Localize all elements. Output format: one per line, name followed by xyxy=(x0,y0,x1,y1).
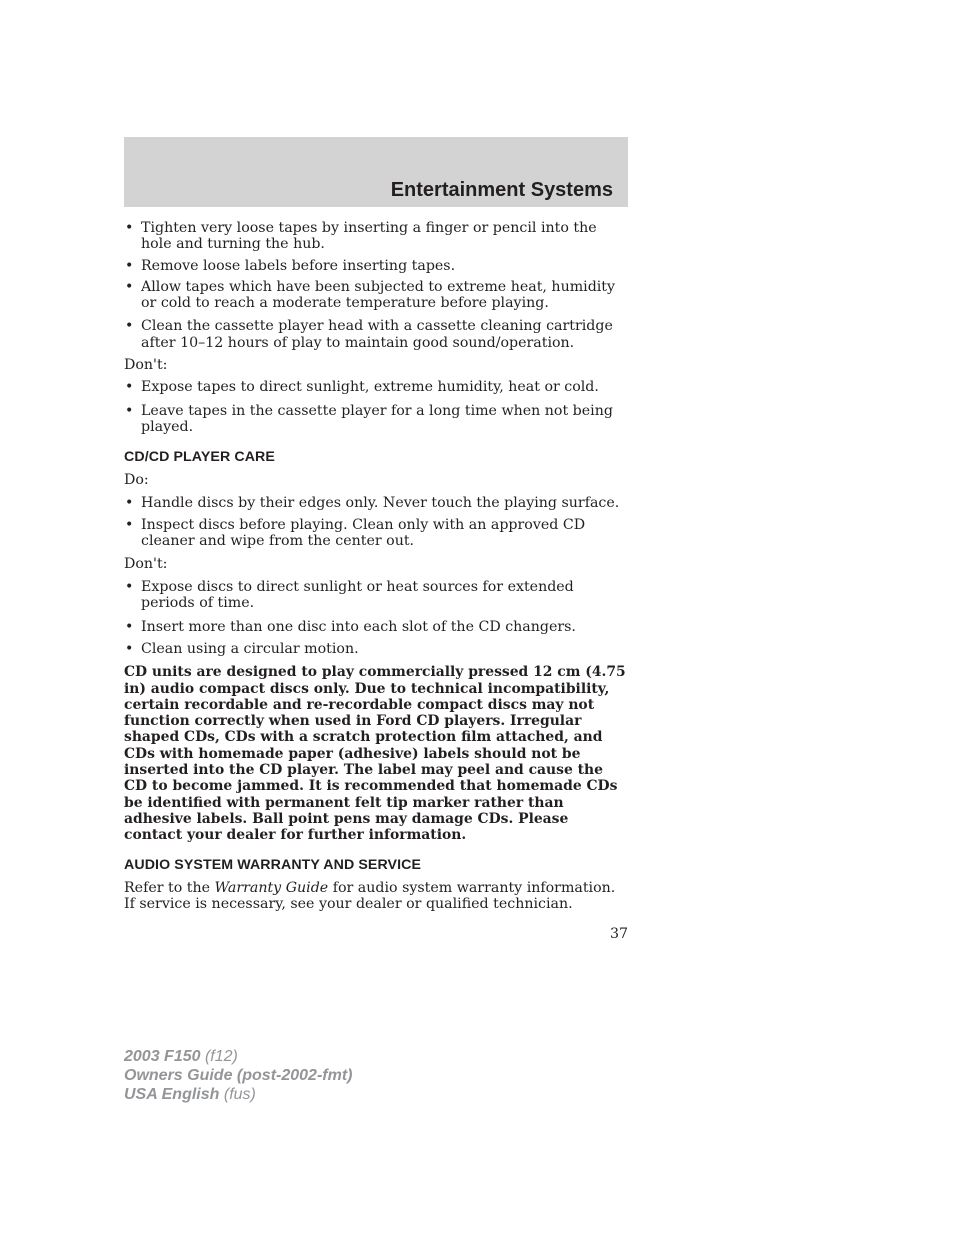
cd-do-item xyxy=(124,495,628,511)
footer-line-model xyxy=(124,1047,352,1066)
warranty-guide-title: Warranty Guide xyxy=(214,879,329,896)
cd-dont-item xyxy=(124,641,628,657)
bullet-icon: • xyxy=(125,257,134,274)
bullet-text: Clean the cassette player head with a cassette cleaning cartridge after 10–12 hours of play to maintain good sound/operation. xyxy=(141,318,613,351)
tape-do-item xyxy=(124,318,628,351)
bullet-text: Remove loose labels before inserting tapes. xyxy=(141,257,456,274)
bullet-icon: • xyxy=(125,402,134,419)
cd-dont-item xyxy=(124,579,628,612)
tape-do-item xyxy=(124,258,628,274)
tape-dont-item xyxy=(124,403,628,436)
footer-guide: Owners Guide (post-2002-fmt) xyxy=(124,1067,353,1084)
bullet-icon: • xyxy=(125,220,134,236)
footer-model: 2003 F150 xyxy=(124,1048,201,1065)
footer-model-code: (f12) xyxy=(200,1048,238,1065)
bullet-icon: • xyxy=(125,579,134,596)
bullet-text: Expose discs to direct sunlight or heat sources for extended periods of time. xyxy=(141,579,574,612)
footer-line-language xyxy=(124,1085,352,1104)
bullet-text: Handle discs by their edges only. Never touch the playing surface. xyxy=(141,494,620,511)
footer-language: USA English xyxy=(124,1086,220,1103)
page-number: 37 xyxy=(609,926,628,942)
bullet-text: Clean using a circular motion. xyxy=(141,640,359,657)
bullet-text: Insert more than one disc into each slot of the CD changers. xyxy=(141,618,576,635)
warranty-heading: AUDIO SYSTEM WARRANTY AND SERVICE xyxy=(124,856,422,873)
bullet-text: Inspect discs before playing. Clean only with an approved CD cleaner and wipe from the center out. xyxy=(141,517,586,550)
tape-do-item xyxy=(124,279,628,312)
bullet-icon: • xyxy=(125,640,134,657)
warranty-text-after: for audio system warranty information. If service is necessary, see your dealer or qualified technician. xyxy=(124,879,616,913)
bullet-icon: • xyxy=(125,618,134,635)
page-content xyxy=(124,220,628,912)
section-header-band xyxy=(124,137,628,207)
cd-do-item xyxy=(124,517,628,550)
bullet-icon: • xyxy=(125,517,134,534)
bullet-icon: • xyxy=(125,379,134,396)
cd-do-label: Do: xyxy=(124,471,149,488)
section-title: Entertainment Systems xyxy=(390,179,613,201)
tape-do-item xyxy=(124,220,628,253)
bullet-icon: • xyxy=(125,494,134,511)
cd-care-heading: CD/CD PLAYER CARE xyxy=(124,449,275,466)
cd-warning-text: CD units are designed to play commercially pressed 12 cm (4.75 in) audio compact discs only. Due to technical incompatibility, certain recordable and re-recordable compact discs may not function correctly when used in Ford CD players. Irregular shaped CDs, CDs with a scratch protection film attached, and CDs with homemade paper (adhesive) labels should not be inserted into the CD player. The label may peel and cause the CD to become jammed. It is recommended that homemade CDs be identified with permanent felt tip marker rather than adhesive labels. Ball point pens may damage CDs. Please contact your dealer for further information. xyxy=(124,664,626,844)
bullet-icon: • xyxy=(125,318,134,335)
bullet-text: Leave tapes in the cassette player for a long time when not being played. xyxy=(141,402,613,435)
tape-dont-label: Don't: xyxy=(124,357,168,374)
tape-dont-item xyxy=(124,379,628,395)
bullet-icon: • xyxy=(125,278,134,295)
footer-line-guide xyxy=(124,1066,352,1085)
bullet-text: Tighten very loose tapes by inserting a finger or pencil into the hole and turning the hub. xyxy=(141,220,597,253)
cd-dont-label: Don't: xyxy=(124,555,168,572)
document-footer xyxy=(124,1047,352,1104)
bullet-text: Expose tapes to direct sunlight, extreme humidity, heat or cold. xyxy=(141,379,599,396)
warranty-text xyxy=(124,880,628,913)
footer-language-code: (fus) xyxy=(219,1086,256,1103)
cd-dont-item xyxy=(124,619,628,635)
warranty-text-before: Refer to the xyxy=(124,879,215,896)
bullet-text: Allow tapes which have been subjected to extreme heat, humidity or cold to reach a moderate temperature before playing. xyxy=(141,278,616,312)
